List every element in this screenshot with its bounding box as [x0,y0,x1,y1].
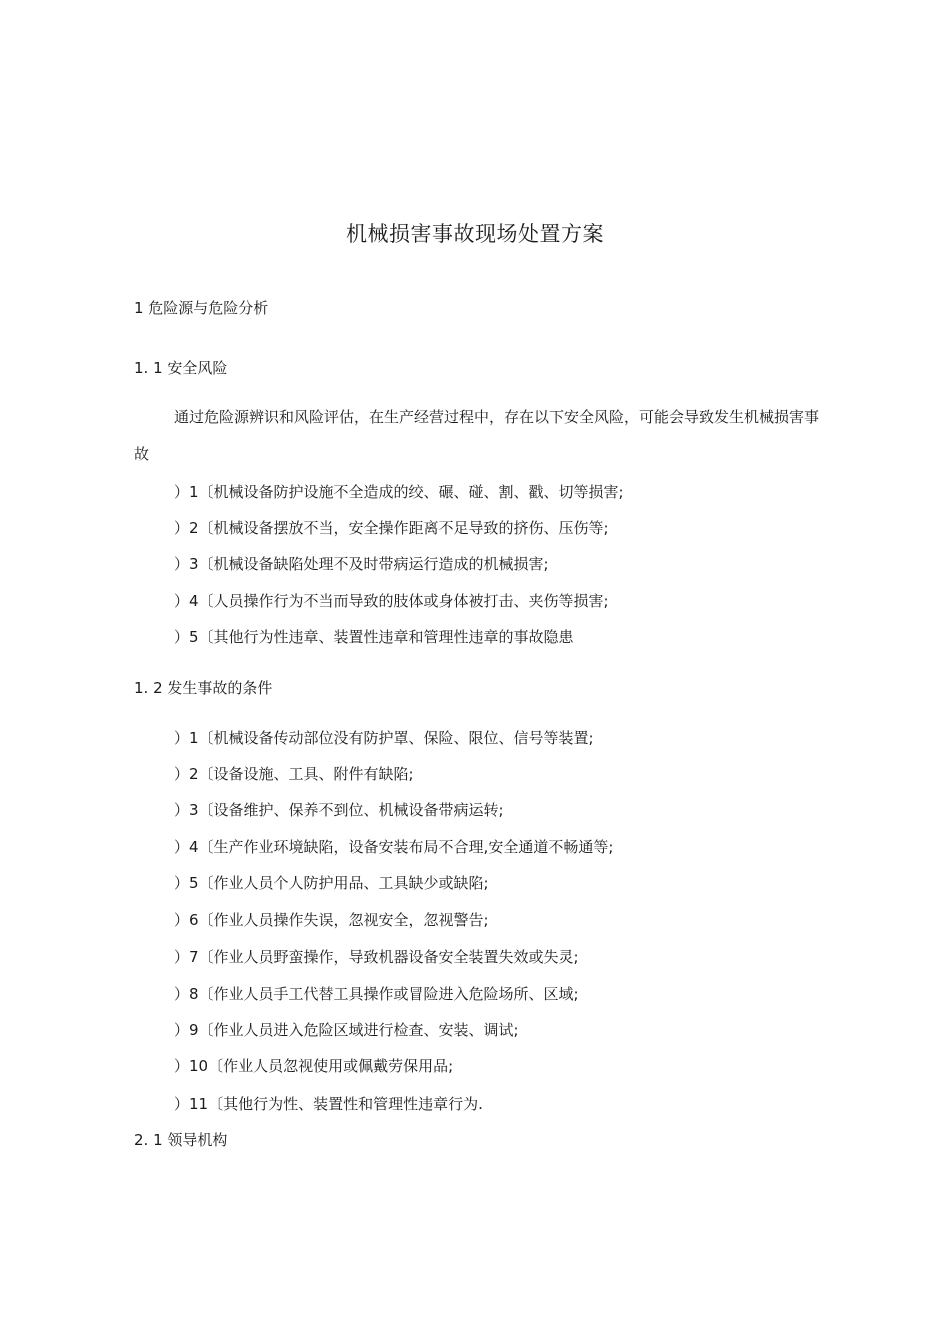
section-2-1-heading: 2. 1 领导机构 [134,1131,228,1149]
condition-item: ）1〔机械设备传动部位没有防护罩、保险、限位、信号等装置; [174,729,594,747]
condition-item: ）2〔设备设施、工具、附件有缺陷; [174,765,414,783]
risk-item: ）3〔机械设备缺陷处理不及时带病运行造成的机械损害; [174,555,549,573]
condition-item: ）10〔作业人员忽视使用或佩戴劳保用品; [174,1057,454,1075]
condition-item: ）11〔其他行为性、装置性和管理性违章行为. [174,1095,483,1113]
section-1-1-heading: 1. 1 安全风险 [134,359,228,377]
document-title: 机械损害事故现场处置方案 [346,222,604,246]
section-1-1-intro-text: 通过危险源辨识和风险评估，在生产经营过程中，存在以下安全风险，可能会导致发生机械损害事故 [134,408,820,463]
condition-item: ）5〔作业人员个人防护用品、工具缺少或缺陷; [174,874,489,892]
condition-item: ）9〔作业人员进入危险区域进行检查、安装、调试; [174,1021,519,1039]
condition-item: ）7〔作业人员野蛮操作，导致机器设备安全装置失效或失灵; [174,948,579,966]
section-1-2-heading: 1. 2 发生事故的条件 [134,679,273,697]
section-1-1-intro [134,399,824,473]
section-1-heading: 1 危险源与危险分析 [134,299,269,317]
condition-item: ）6〔作业人员操作失误，忽视安全，忽视警告; [174,911,489,929]
condition-item: ）3〔设备维护、保养不到位、机械设备带病运转; [174,801,504,819]
risk-item: ）5〔其他行为性违章、装置性违章和管理性违章的事故隐患 [174,628,574,646]
risk-item: ）1〔机械设备防护设施不全造成的绞、碾、碰、割、戳、切等损害; [174,483,624,501]
risk-item: ）2〔机械设备摆放不当，安全操作距离不足导致的挤伤、压伤等; [174,519,609,537]
condition-item: ）4〔生产作业环境缺陷，设备安装布局不合理,安全通道不畅通等; [174,838,614,856]
risk-item: ）4〔人员操作行为不当而导致的肢体或身体被打击、夹伤等损害; [174,592,609,610]
condition-item: ）8〔作业人员手工代替工具操作或冒险进入危险场所、区域; [174,985,579,1003]
